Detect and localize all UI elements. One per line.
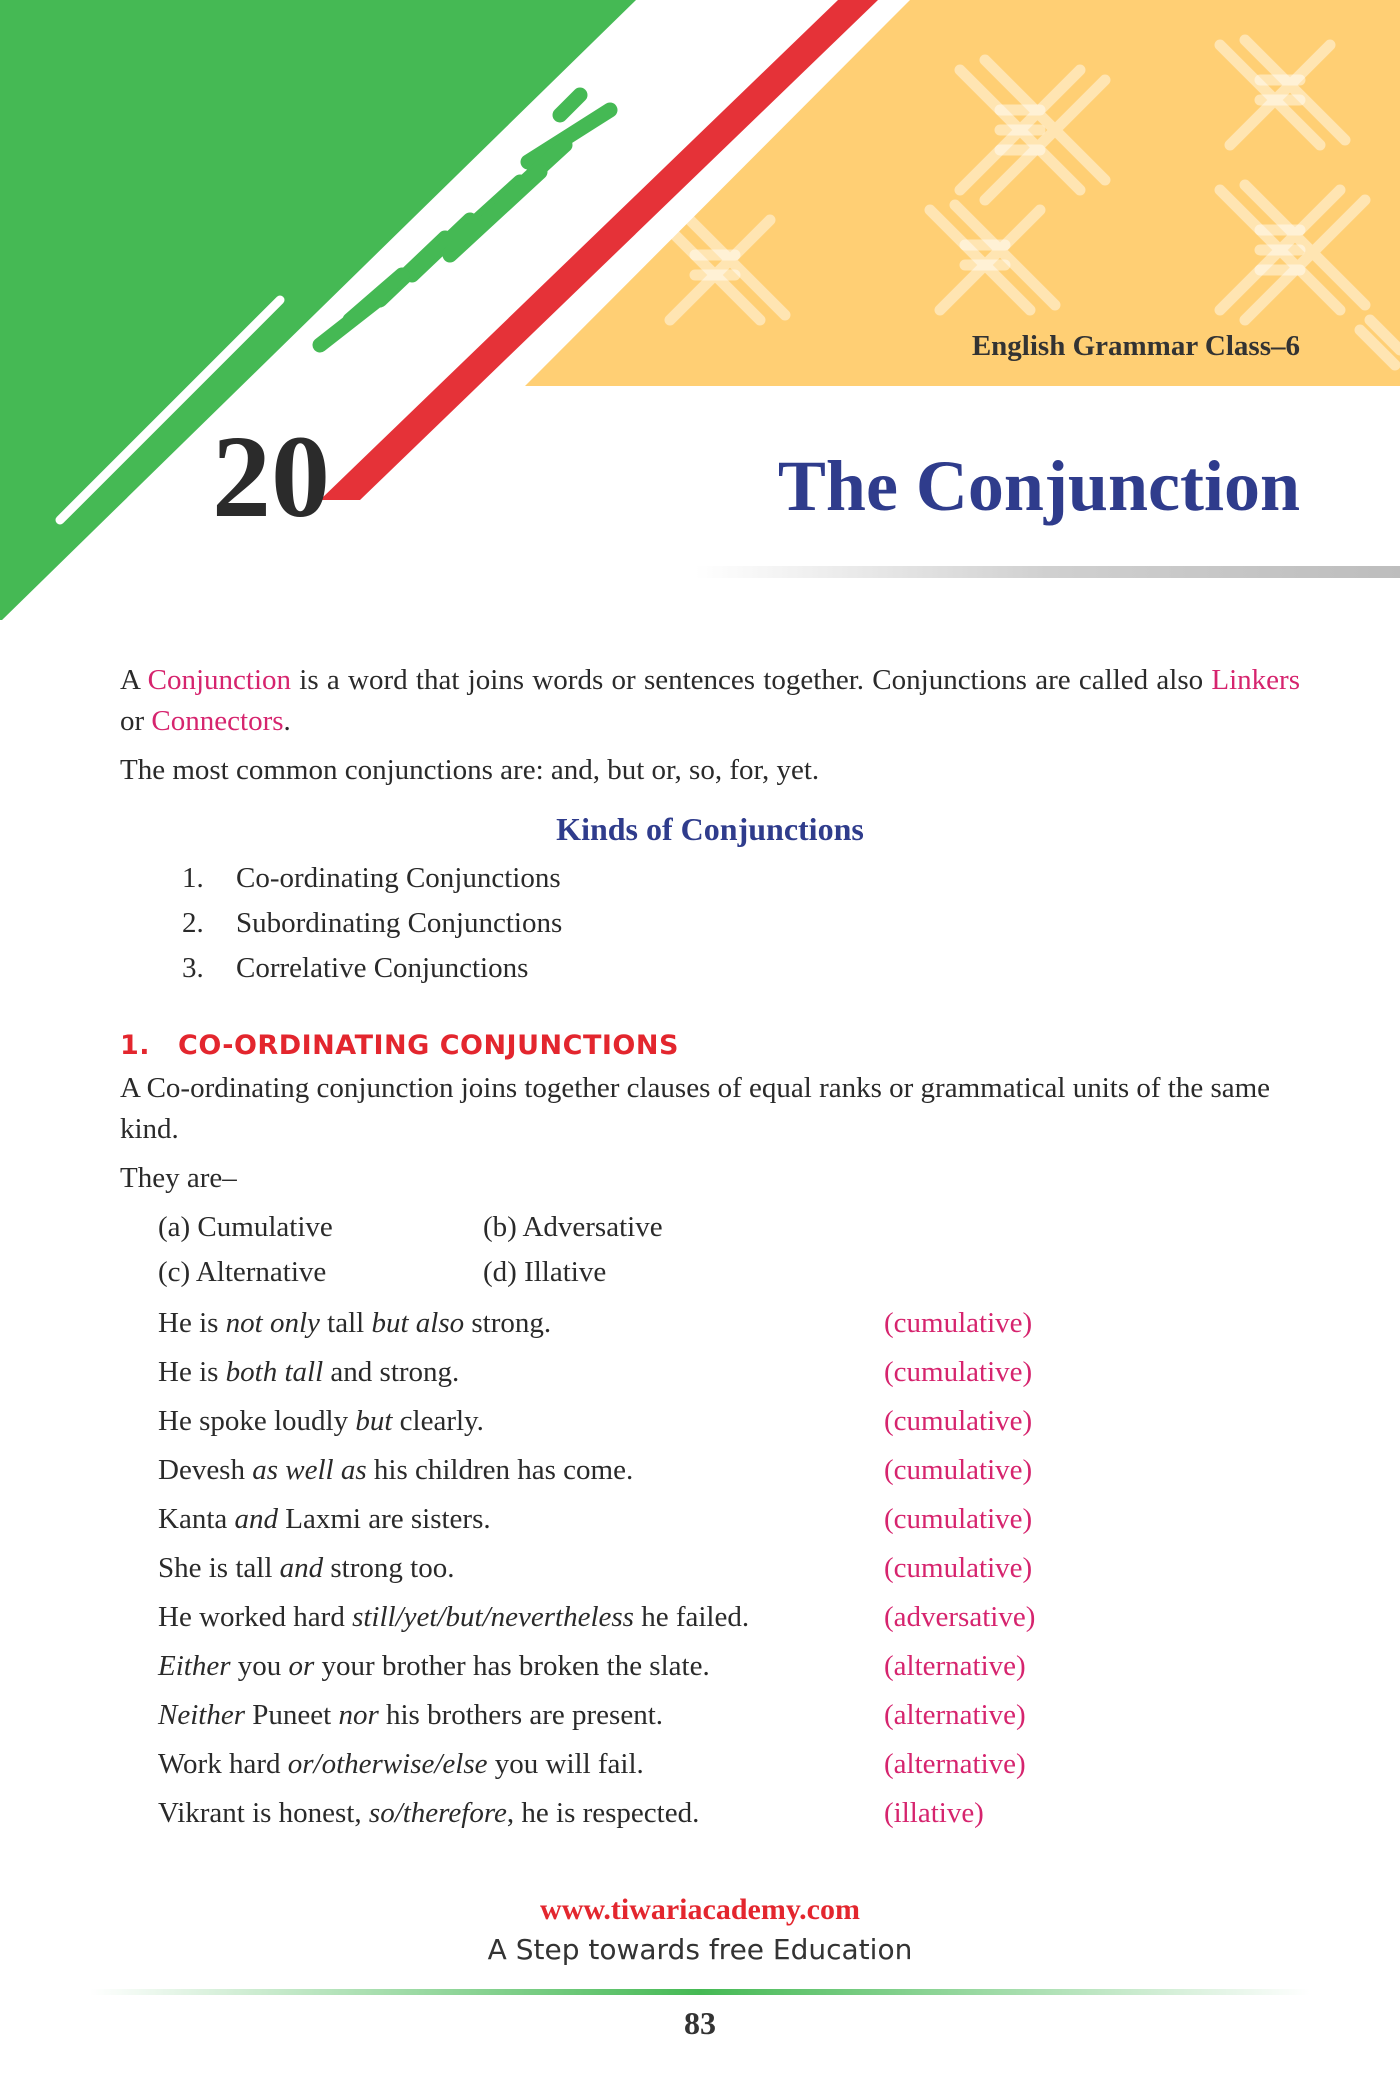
kinds-list-item: 1. Co-ordinating Conjunctions (182, 862, 561, 894)
example-row (158, 1544, 1300, 1593)
chapter-title: The Conjunction (777, 446, 1300, 526)
example-row (158, 1299, 1300, 1348)
example-sentence: Kanta and Laxmi are sisters. (158, 1503, 491, 1535)
chapter-number: 20 (212, 411, 330, 542)
type-item: (b) Adversative (483, 1211, 663, 1243)
example-sentence: Work hard or/otherwise/else you will fail. (158, 1748, 644, 1780)
main-content (120, 660, 1300, 1838)
footer-tagline: A Step towards free Education (487, 1933, 913, 1966)
example-row (158, 1446, 1300, 1495)
term-connectors: Connectors (151, 705, 284, 737)
example-row (158, 1397, 1300, 1446)
type-item: (d) Illative (483, 1256, 607, 1288)
example-kind: (alternative) (884, 1699, 1026, 1731)
example-kind: (cumulative) (884, 1405, 1033, 1437)
example-kind: (cumulative) (884, 1552, 1033, 1584)
footer-divider (90, 1986, 1310, 1998)
kinds-list-item: 3. Correlative Conjunctions (182, 952, 529, 984)
example-sentence: Either you or your brother has broken the slate. (158, 1650, 710, 1682)
series-label: English Grammar Class–6 (971, 330, 1300, 362)
example-kind: (cumulative) (884, 1356, 1033, 1388)
example-sentence: Neither Puneet nor his brothers are present. (158, 1699, 663, 1731)
example-kind: (cumulative) (884, 1503, 1033, 1535)
example-row (158, 1348, 1300, 1397)
type-item: (c) Alternative (158, 1256, 327, 1288)
page-number: 83 (684, 2005, 716, 2041)
example-kind: (illative) (884, 1797, 984, 1829)
section-heading: 1. CO-ORDINATING CONJUNCTIONS (120, 1030, 679, 1061)
example-row (158, 1642, 1300, 1691)
example-sentence: Devesh as well as his children has come. (158, 1454, 634, 1486)
example-kind: (adversative) (884, 1601, 1036, 1633)
example-sentence: She is tall and strong too. (158, 1552, 455, 1584)
example-sentence: He spoke loudly but clearly. (158, 1405, 484, 1437)
example-row (158, 1691, 1300, 1740)
example-kind: (alternative) (884, 1748, 1026, 1780)
example-kind: (alternative) (884, 1650, 1026, 1682)
intro-definition: A Conjunction is a word that joins words or sentences together. Conjunctions are called also Linkers or Connectors. (120, 664, 1300, 737)
title-underline-bar (695, 566, 1400, 578)
kinds-list (120, 856, 1300, 991)
they-are-label: They are– (120, 1162, 237, 1194)
types-grid (158, 1205, 1300, 1295)
example-sentence: He worked hard still/yet/but/nevertheless he failed. (158, 1601, 750, 1633)
section-definition: A Co-ordinating conjunction joins together clauses of equal ranks or grammatical units of the same kind. (120, 1072, 1271, 1145)
example-sentence: Vikrant is honest, so/therefore, he is respected. (158, 1797, 700, 1829)
type-item: (a) Cumulative (158, 1211, 333, 1243)
term-conjunction: Conjunction (147, 664, 292, 696)
header-decoration (0, 0, 1400, 620)
example-row (158, 1740, 1300, 1789)
footer-url[interactable]: www.tiwariacademy.com (540, 1893, 860, 1926)
kinds-list-item: 2. Subordinating Conjunctions (182, 907, 563, 939)
example-row (158, 1789, 1300, 1838)
example-sentence: He is not only tall but also strong. (158, 1307, 552, 1339)
example-sentence: He is both tall and strong. (158, 1356, 460, 1388)
kinds-heading: Kinds of Conjunctions (556, 811, 864, 847)
term-linkers: Linkers (1211, 664, 1300, 696)
intro-common-conjunctions: The most common conjunctions are: and, but or, so, for, yet. (120, 754, 820, 786)
example-row (158, 1495, 1300, 1544)
examples-list (158, 1299, 1300, 1838)
example-row (158, 1593, 1300, 1642)
example-kind: (cumulative) (884, 1307, 1033, 1339)
example-kind: (cumulative) (884, 1454, 1033, 1486)
